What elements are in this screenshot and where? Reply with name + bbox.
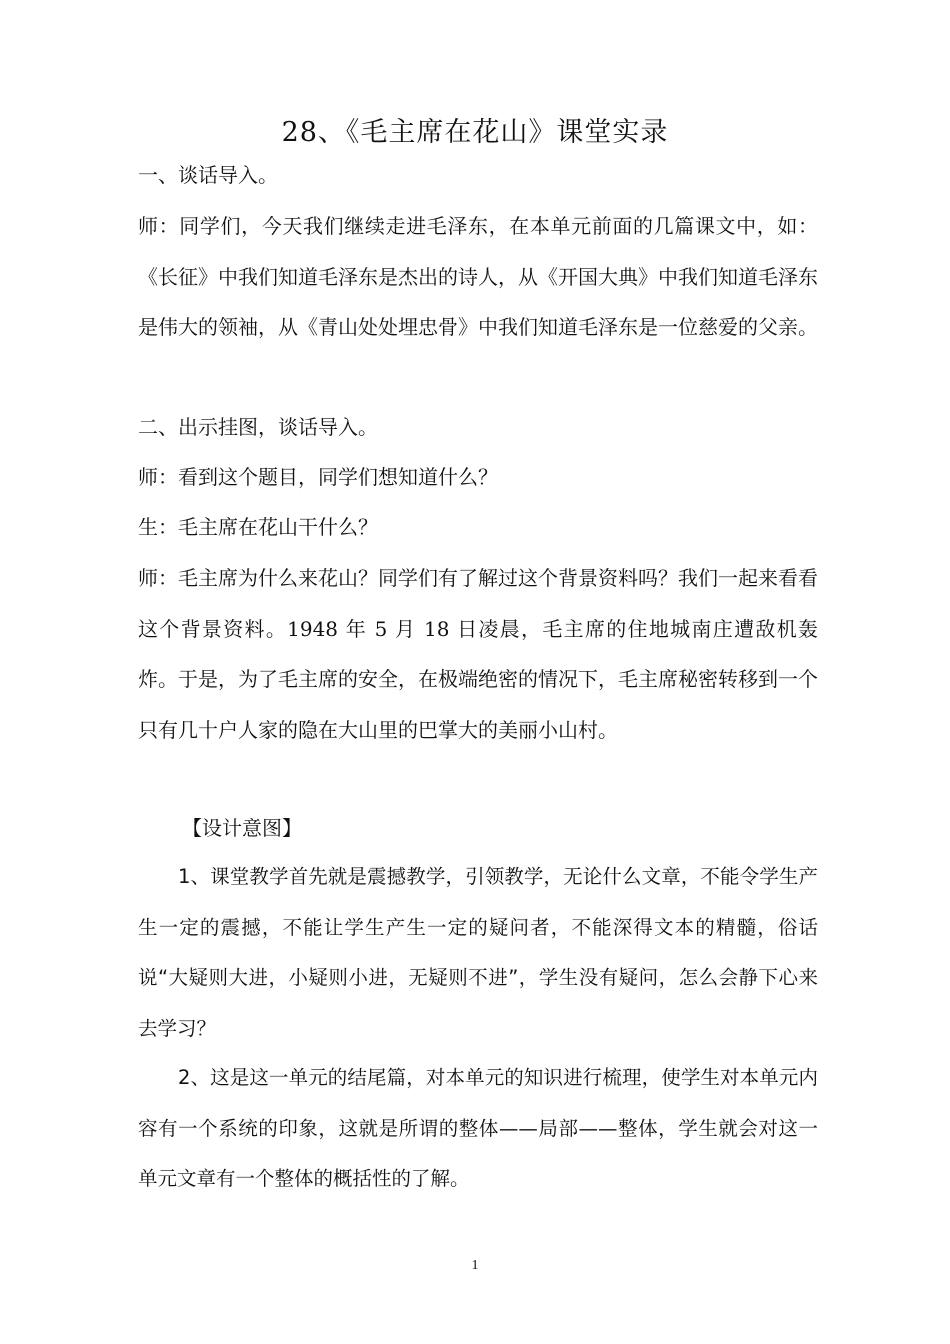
page-title: 28、《毛主席在花山》课堂实录 xyxy=(281,117,669,148)
page-number: 1 xyxy=(471,1258,479,1273)
design-point-2: 2、这是这一单元的结尾篇，对本单元的知识进行梳理，使学生对本单元内容有一个系统的印象，这就是所谓的整体——局部——整体，学生就会对这一单元文章有一个整体的概括性的了解。 xyxy=(138,1066,818,1190)
teacher-intro-paragraph: 师：同学们，今天我们继续走进毛泽东，在本单元前面的几篇课文中，如：《长征》中我们知道毛泽东是杰出的诗人，从《开国大典》中我们知道毛泽东是伟大的领袖，从《青山处处埋忠骨》中我们知道毛泽东是一位慈爱的父亲。 xyxy=(138,214,818,339)
design-point-1: 1、课堂教学首先就是震撼教学，引领教学，无论什么文章，不能令学生产生一定的震撼，不能让学生产生一定的疑问者，不能深得文本的精髓，俗话说“大疑则大进，小疑则小进，无疑则不进”，学生没有疑问，怎么会静下心来去学习？ xyxy=(138,865,818,1040)
section-heading-1: 一、谈话导入。 xyxy=(138,163,278,187)
teacher-background-paragraph: 师：毛主席为什么来花山？同学们有了解过这个背景资料吗？我们一起来看看这个背景资料。1948 年 5 月 18 日凌晨，毛主席的住地城南庄遭敌机轰炸。于是，为了毛主席的安全，在极端绝密的情况下，毛主席秘密转移到一个只有几十户人家的隐在大山里的巴掌大的美丽小山村。 xyxy=(138,566,818,742)
teacher-question: 师：看到这个题目，同学们想知道什么？ xyxy=(138,465,498,489)
section-heading-2: 二、出示挂图，谈话导入。 xyxy=(138,415,378,439)
design-intent-heading: 【设计意图】 xyxy=(182,816,302,840)
student-answer: 生：毛主席在花山干什么？ xyxy=(138,515,378,539)
